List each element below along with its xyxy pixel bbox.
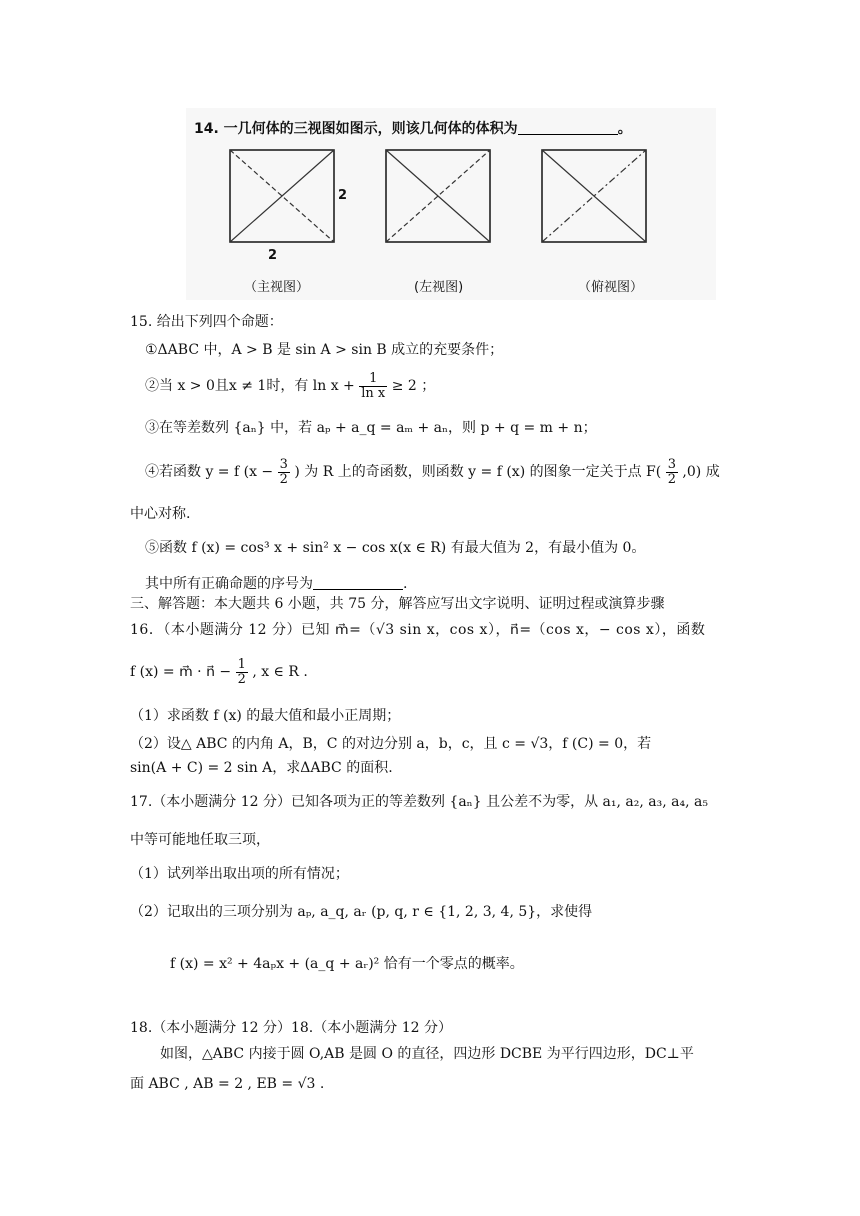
q15-proposition-4: ④若函数 y = f (x − $\frac{3}{2}$ ) 为 R 上的奇函数，则函数 y = f (x) 的图象一定关于点 F( $\frac{3}{2}$ ,0) 成 [145,456,720,487]
q16-line-1: 16．（本小题满分 12 分）已知 m⃗=（√3 sin x，cos x），n⃗=（cos x，− cos x），函数 [130,622,706,638]
q15-ask: 其中所有正确命题的序号为 . [145,576,408,592]
q15-p4-fraction-a: $\frac{3}{2}$ [279,456,288,487]
dim-height-label: 2 [338,188,348,203]
q17-sub-2: （2）记取出的三项分别为 aₚ, a_q, aᵣ (p, q, r ∈ {1, 2, 3, 4, 5}，求使得 [130,904,593,920]
dim-width-label: 2 [268,248,278,263]
three-view-figure [186,108,716,300]
q17-line-2: 中等可能地任取三项， [130,832,270,848]
q16-sub-2a: （2）设△ ABC 的内角 A，B，C 的对边分别 a，b，c，且 c = √3，f (C) = 0，若 [130,736,652,752]
q18-line-3: 面 ABC , AB = 2 , EB = √3 . [130,1076,325,1092]
section-3-heading: 三、解答题：本大题共 6 小题，共 75 分，解答应写出文字说明、证明过程或演算步骤 [130,596,665,612]
q15-proposition-3: ③在等差数列 {aₙ} 中，若 aₚ + a_q = aₘ + aₙ，则 p + q = m + n； [145,420,597,436]
q15-p2-fraction: $\frac{1}{\text{ln x}}$ [361,370,386,401]
q16-line-2: f (x) = m⃗ · n⃗ − $\frac{1}{2}$ , x ∈ R . [130,656,308,687]
q15-proposition-2: ②当 x > 0且x ≠ 1时，有 ln x + $\frac{1}{\text{ln x}}$ ≥ 2 ； [145,370,436,401]
q15-intro: 15. 给出下列四个命题： [130,314,283,330]
q14-text: 14. 一几何体的三视图如图示，则该几何体的体积为 。 [194,121,632,137]
three-view-drawings [186,108,716,300]
top-view [542,150,646,242]
caption-top-view: （俯视图） [578,280,644,295]
q15-proposition-5: ⑤函数 f (x) = cos³ x + sin² x − cos x(x ∈ R) 有最大值为 2，有最小值为 0。 [145,540,646,556]
front-view [230,150,334,242]
q16-sub-1: （1）求函数 f (x) 的最大值和最小正周期； [130,708,401,724]
side-view [386,150,490,242]
q18-line-2: 如图，△ABC 内接于圆 O,AB 是圆 O 的直径，四边形 DCBE 为平行四边形，DC⊥平 [160,1046,694,1062]
q16-sub-2b: sin(A + C) = 2 sin A，求ΔABC 的面积. [130,760,393,776]
q16-fraction: $\frac{1}{2}$ [237,656,246,687]
q17-line-1: 17.（本小题满分 12 分）已知各项为正的等差数列 {aₙ} 且公差不为零，从 a₁, a₂, a₃, a₄, a₅ [130,794,708,810]
q15-proposition-4-cont: 中心对称. [130,506,191,522]
q18-line-1: 18.（本小题满分 12 分）18.（本小题满分 12 分） [130,1020,452,1036]
q15-proposition-1: ①ΔABC 中，A > B 是 sin A > sin B 成立的充要条件； [145,342,504,358]
q15-p4-fraction-b: $\frac{3}{2}$ [667,456,676,487]
caption-front-view: （主视图） [244,280,310,295]
q17-sub-3: f (x) = x² + 4aₚx + (a_q + aᵣ)² 恰有一个零点的概率。 [170,956,524,972]
q17-sub-1: （1）试列举出取出项的所有情况； [130,866,349,882]
caption-side-view: (左视图) [414,280,464,295]
q15-answer-blank [313,575,403,590]
